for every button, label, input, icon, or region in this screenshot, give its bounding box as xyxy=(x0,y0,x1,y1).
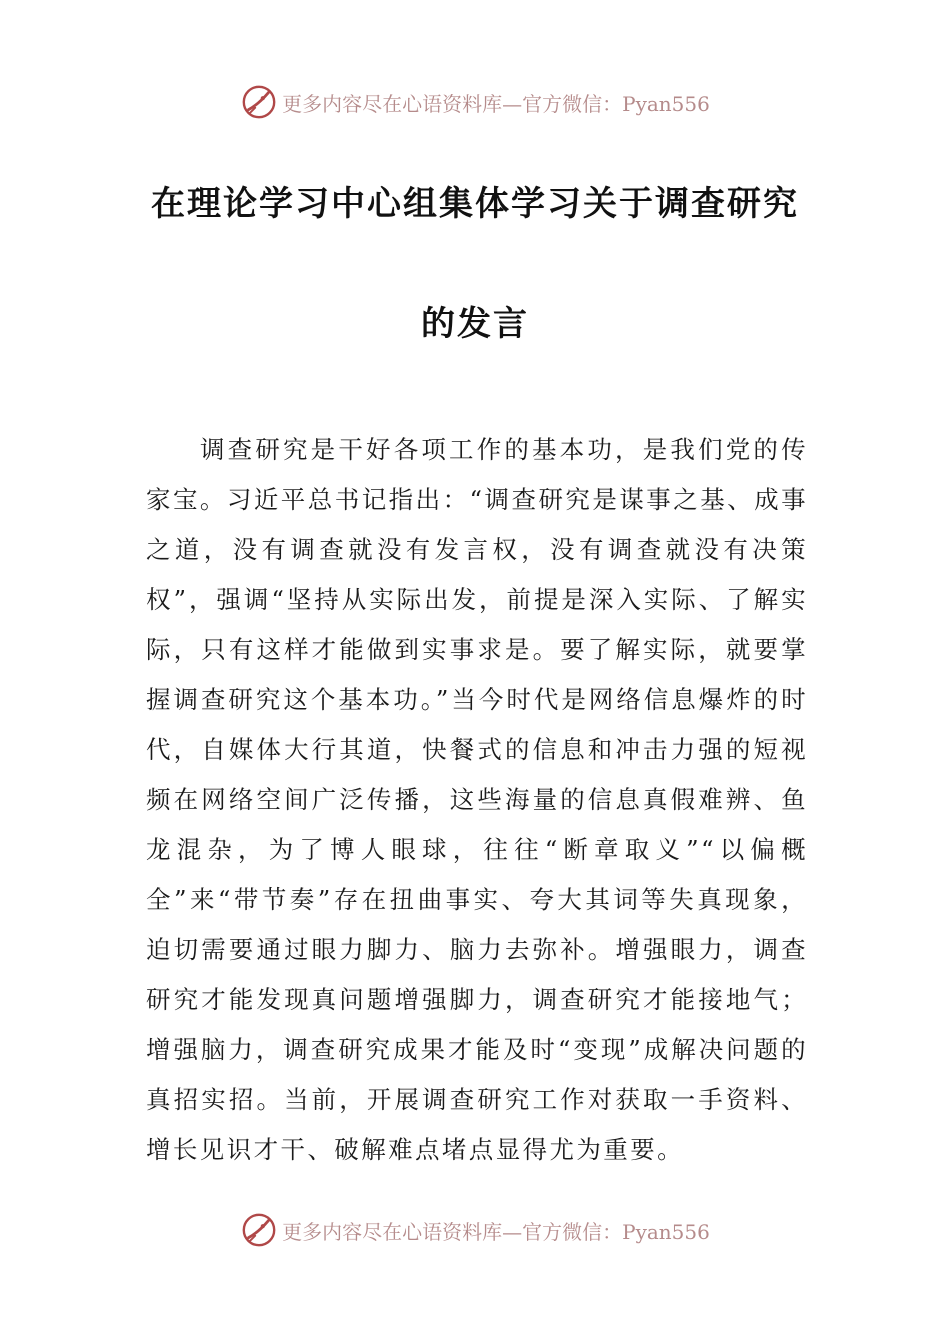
pen-circle-logo-icon xyxy=(240,1211,278,1249)
body-paragraph: 调查研究是干好各项工作的基本功，是我们党的传家宝。习近平总书记指出：“调查研究是谋事之基、成事之道，没有调查就没有发言权，没有调查就没有决策权”，强调“坚持从实际出发，前提是深入实际、了解实际，只有这样才能做到实事求是。要了解实际，就要掌握调查研究这个基本功。”当今时代是网络信息爆炸的时代，自媒体大行其道，快餐式的信息和冲击力强的短视频在网络空间广泛传播，这些海量的信息真假难辨、鱼龙混杂，为了博人眼球，往往“断章取义”“以偏概全”来“带节奏”存在扭曲事实、夸大其词等失真现象，迫切需要通过眼力脚力、脑力去弥补。增强眼力，调查研究才能发现真问题增强脚力，调查研究才能接地气；增强脑力，调查研究成果才能及时“变现”成解决问题的真招实招。当前，开展调查研究工作对获取一手资料、增长见识才干、破解难点堵点显得尤为重要。 xyxy=(146,435,808,1164)
document-title-line-1: 在理论学习中心组集体学习关于调查研究 xyxy=(151,184,799,224)
footer-watermark-text: 更多内容尽在心语资料库—官方微信：Pyan556 xyxy=(282,1219,710,1244)
footer-watermark xyxy=(0,1208,950,1252)
header-watermark-text: 更多内容尽在心语资料库—官方微信：Pyan556 xyxy=(282,91,710,116)
document-title-line-2: 的发言 xyxy=(421,304,529,344)
pen-circle-logo-icon xyxy=(240,83,278,121)
header-watermark xyxy=(0,80,950,124)
